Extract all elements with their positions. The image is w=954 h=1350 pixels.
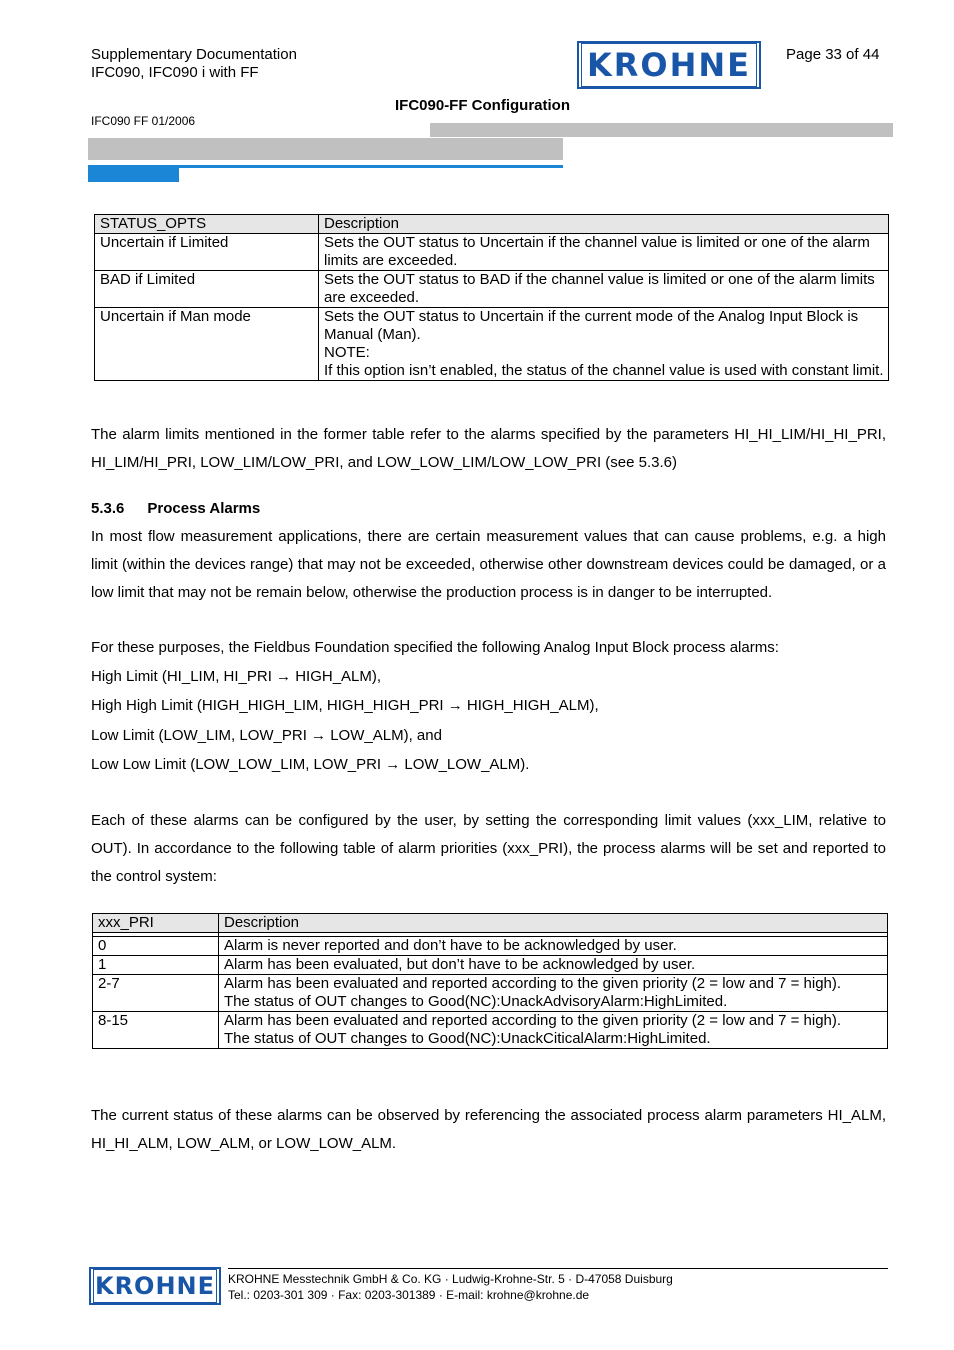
- table-row: [95, 271, 889, 308]
- description-line: The status of OUT changes to Good(NC):UnackCiticalAlarm:HighLimited.: [224, 1030, 711, 1047]
- priority-description: [219, 956, 888, 975]
- priority-description: [219, 937, 888, 956]
- status-opts-table: [94, 214, 889, 381]
- doc-code: IFC090 FF 01/2006: [91, 114, 196, 128]
- status-opt: Uncertain if Limited: [95, 234, 319, 271]
- footer-logo-text: KROHNE: [94, 1272, 216, 1300]
- description-line: NOTE:: [324, 344, 370, 361]
- priority-value: 2-7: [93, 975, 219, 1012]
- header-bar-grey-left: [88, 138, 563, 160]
- krohne-logo: [577, 41, 761, 89]
- status-description: [319, 271, 889, 308]
- footer-rule: [228, 1268, 888, 1269]
- status-opt: Uncertain if Man mode: [95, 308, 319, 381]
- description-line: Alarm has been evaluated, but don’t have to be acknowledged by user.: [224, 956, 696, 973]
- section-title: Process Alarms: [147, 500, 261, 517]
- paragraph-purposes: For these purposes, the Fieldbus Foundation specified the following Analog Input Block process alarms:: [91, 639, 779, 656]
- column-header: Description: [219, 914, 888, 933]
- alarm-item: Low Low Limit (LOW_LOW_LIM, LOW_PRI → LOW_LOW_ALM).: [91, 756, 530, 773]
- section-heading: [91, 500, 260, 517]
- paragraph-intro: In most flow measurement applications, there are certain measurement values that can cause problems, e.g. a high limit (within the devices range) that may not be exceeded, otherwise other downstream devices could be damaged, or a low limit that may not be remain below, otherwise the production process is in danger to be interrupted.: [91, 528, 886, 601]
- table-row: [93, 1012, 888, 1049]
- description-line: Alarm has been evaluated and reported according to the given priority (2 = low and 7 = high).: [224, 975, 842, 992]
- footer-address: KROHNE Messtechnik GmbH & Co. KG · Ludwig-Krohne-Str. 5 · D-47058 Duisburg: [228, 1272, 673, 1286]
- priority-description: [219, 975, 888, 1012]
- table-row: [93, 975, 888, 1012]
- column-header: xxx_PRI: [93, 914, 219, 933]
- description-line: Sets the OUT status to BAD if the channel value is limited or one of the alarm limits are exceeded.: [324, 271, 875, 306]
- priority-value: 0: [93, 937, 219, 956]
- paragraph-configure: Each of these alarms can be configured by the user, by setting the corresponding limit values (xxx_LIM, relative to OUT). In accordance to the following table of alarm priorities (xxx_PRI), the process alarms will be set and reported to the control system:: [91, 812, 886, 885]
- table-header-row: [95, 215, 889, 234]
- table-row: [95, 308, 889, 381]
- description-line: Alarm is never reported and don’t have to be acknowledged by user.: [224, 937, 677, 954]
- product-name: IFC090, IFC090 i with FF: [91, 64, 259, 81]
- description-line: Alarm has been evaluated and reported according to the given priority (2 = low and 7 = high).: [224, 1012, 842, 1029]
- description-line: The status of OUT changes to Good(NC):UnackAdvisoryAlarm:HighLimited.: [224, 993, 728, 1010]
- status-description: [319, 308, 889, 381]
- doc-type: Supplementary Documentation: [91, 46, 297, 63]
- priority-value: 8-15: [93, 1012, 219, 1049]
- column-header: Description: [319, 215, 889, 234]
- alarm-item: High Limit (HI_LIM, HI_PRI → HIGH_ALM),: [91, 668, 382, 685]
- table-row: [93, 956, 888, 975]
- alarm-item: High High Limit (HIGH_HIGH_LIM, HIGH_HIGH_PRI → HIGH_HIGH_ALM),: [91, 697, 599, 714]
- priority-description: [219, 1012, 888, 1049]
- description-line: Sets the OUT status to Uncertain if the channel value is limited or one of the alarm limits are exceeded.: [324, 234, 870, 269]
- description-line: If this option isn’t enabled, the status of the channel value is used with constant limit.: [324, 362, 884, 379]
- paragraph-alarm-limits: The alarm limits mentioned in the former table refer to the alarms specified by the parameters HI_HI_LIM/HI_HI_PRI, HI_LIM/HI_PRI, LOW_LIM/LOW_PRI, and LOW_LOW_LIM/LOW_LOW_PRI (see 5.3.6): [91, 426, 886, 471]
- status-description: [319, 234, 889, 271]
- header-bar-grey-right: [430, 123, 893, 137]
- description-line: Sets the OUT status to Uncertain if the current mode of the Analog Input Block is Manual (Man).: [324, 308, 859, 343]
- alarm-item: Low Limit (LOW_LIM, LOW_PRI → LOW_ALM), and: [91, 727, 442, 744]
- column-header: STATUS_OPTS: [95, 215, 319, 234]
- table-row: [95, 234, 889, 271]
- status-opt: BAD if Limited: [95, 271, 319, 308]
- priority-value: 1: [93, 956, 219, 975]
- alarm-priority-table: [92, 913, 888, 1049]
- table-header-row: [93, 914, 888, 933]
- section-header-title: IFC090-FF Configuration: [395, 97, 570, 114]
- logo-text: KROHNE: [586, 46, 752, 84]
- footer-krohne-logo: [89, 1267, 221, 1305]
- header-block-blue: [88, 168, 179, 182]
- paragraph-current-status: The current status of these alarms can be observed by referencing the associated process alarm parameters HI_ALM, HI_HI_ALM, LOW_ALM, or LOW_LOW_ALM.: [91, 1107, 886, 1152]
- table-row: [93, 937, 888, 956]
- footer-contact: Tel.: 0203-301 309 · Fax: 0203-301389 · E-mail: krohne@krohne.de: [228, 1288, 590, 1302]
- section-number: 5.3.6: [91, 500, 125, 517]
- page-number: Page 33 of 44: [786, 46, 880, 63]
